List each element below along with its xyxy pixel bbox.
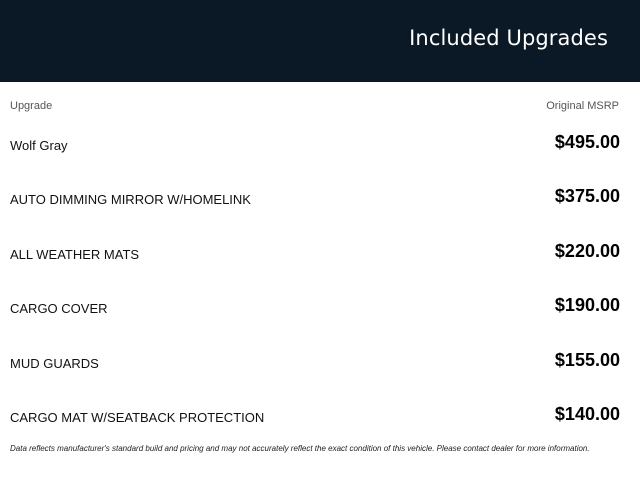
table-row <box>0 350 640 380</box>
table-row <box>0 186 640 216</box>
upgrade-price: $140.00 <box>554 404 620 424</box>
table-row <box>0 241 640 271</box>
upgrade-name: AUTO DIMMING MIRROR W/HOMELINK <box>10 192 251 207</box>
page-title: Included Upgrades <box>409 26 608 50</box>
upgrade-name: CARGO MAT W/SEATBACK PROTECTION <box>10 410 265 425</box>
table-row <box>0 404 640 434</box>
header-bar <box>0 0 640 82</box>
upgrade-price: $220.00 <box>554 241 620 261</box>
table-row <box>0 295 640 325</box>
column-header-msrp: Original MSRP <box>546 100 619 112</box>
upgrade-name: MUD GUARDS <box>10 356 99 371</box>
upgrade-name: Wolf Gray <box>10 138 68 153</box>
upgrade-price: $495.00 <box>554 132 620 152</box>
upgrade-price: $375.00 <box>554 186 620 206</box>
upgrade-name: CARGO COVER <box>10 301 108 316</box>
table-row <box>0 132 640 162</box>
disclaimer-text: Data reflects manufacturer's standard build and pricing and may not accurately reflect the exact condition of this vehicle. Please contact dealer for more information. <box>10 444 590 453</box>
column-header-upgrade: Upgrade <box>10 100 53 112</box>
upgrade-price: $190.00 <box>554 295 620 315</box>
upgrade-price: $155.00 <box>554 350 620 370</box>
upgrade-name: ALL WEATHER MATS <box>10 247 140 262</box>
